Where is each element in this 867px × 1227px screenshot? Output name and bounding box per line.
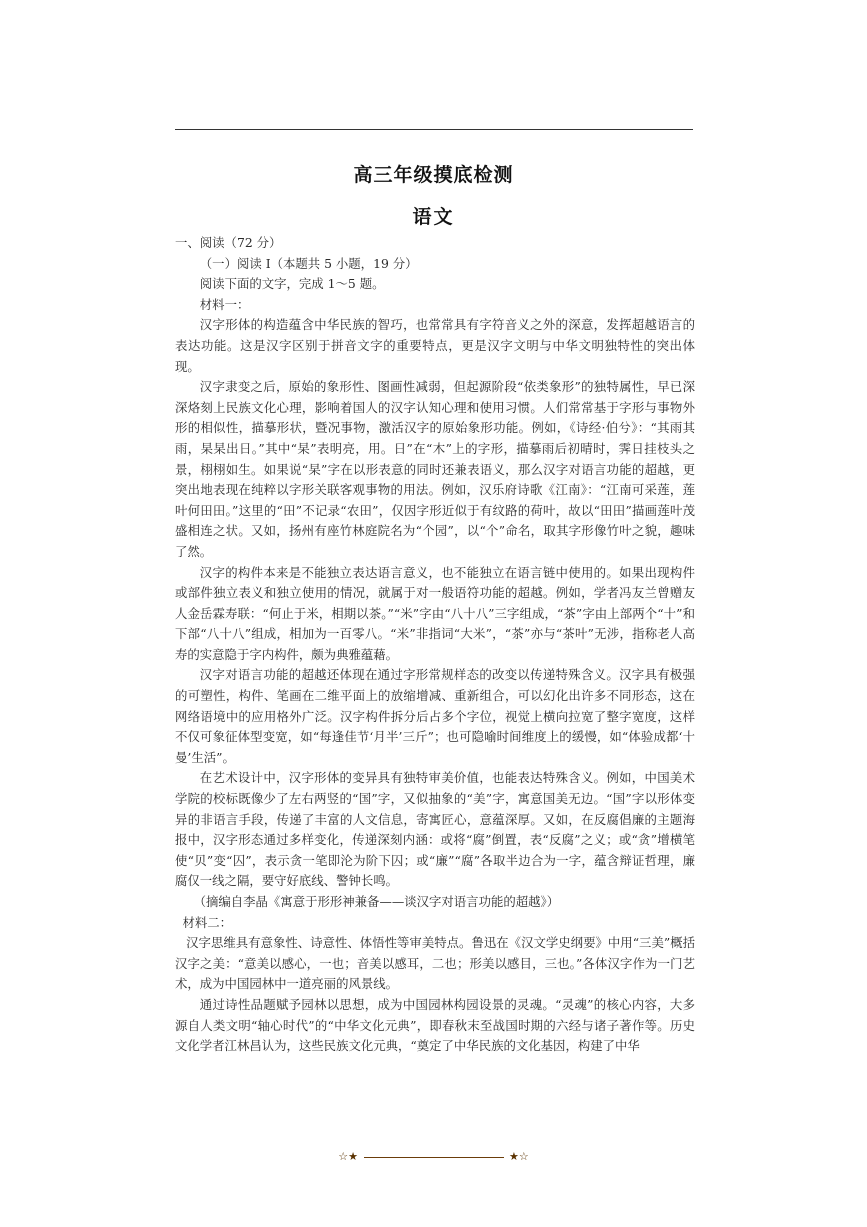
material-one-paragraph-4: 汉字对语言功能的超越还体现在通过字形常规样态的改变以传递特殊含义。汉字具有极强的可塑性，构件、笔画在二维平面上的放缩增减、重新组合，可以幻化出许多不同形态，这在网络语境中的应用格外广泛。汉字构件拆分后占多个字位，视觉上横向拉宽了整字宽度，这样不仅可象征体型变宽，如“每逢佳节‘月半’三斤”；也可隐喻时间维度上的缓慢，如“体验成都‘十 曼’生活”。 — [175, 667, 708, 765]
material-one-source: （摘编自李晶《寓意于形形神兼备——谈汉字对语言功能的超越》） — [193, 894, 560, 909]
material-one-paragraph-3: 汉字的构件本来是不能独立表达语言意义，也不能独立在语言链中使用的。如果出现构件或部件独立表义和独立使用的情况，就属于对一般语符功能的超越。例如，学者冯友兰曾赠友人金岳霖寿联：“何止于米，相期以茶。”“米”字由“八十八”三字组成，“茶”字由上部两个“十”和下部“八十八”组成，相加为一百零八。“米”非指词“大米”，“茶”亦与“茶叶”无涉，指称老人高寿的实意隐于字内构件，颇为典雅蕴藉。 — [175, 564, 695, 662]
material-one-paragraph-2: 汉字隶变之后，原始的象形性、图画性减弱，但起源阶段“依类象形”的独特属性，早已深深烙刻上民族文化心理，影响着国人的汉字认知心理和使用习惯。人们常常基于字形与事物外形的相似性，描摹形状，暨况事物，激活汉字的原始象形功能。例如，《诗经·伯兮》：“其雨其雨，杲杲出日。”其中“杲”表明亮，用。日”在“木”上的字形，描摹雨后初晴时，霁日挂枝头之景，栩栩如生。如果说“杲”字在以形表意的同时还兼表语义，那么汉字对语言功能的超越，更突出地表现在纯粹以字形关联客观事物的用法。例如，汉乐府诗歌《江南》：“江南可采莲，莲叶何田田。”这里的“田”不记录“农田”，仅因字形近似于有纹路的荷叶，故以“田田”描画莲叶茂盛相连之状。又如，扬州有座竹林庭院名为“个园”，以“个”命名，取其字形像竹叶之貌，趣味了然。 — [175, 379, 695, 559]
section-heading: 一、阅读（72 分） — [175, 235, 282, 250]
star-ornament-right: ★☆ — [509, 1150, 529, 1163]
instruction: 阅读下面的文字，完成 1～5 题。 — [199, 276, 385, 292]
page-footer-ornament — [0, 1150, 867, 1163]
subsection-heading: （一）阅读 I（本题共 5 小题，19 分） — [199, 255, 418, 271]
header-rule — [175, 129, 693, 130]
exam-body — [175, 233, 708, 1057]
material-one-label: 材料一： — [199, 296, 250, 312]
exam-title: 高三年级摸底检测 — [353, 164, 514, 186]
material-two-paragraph-1: 汉字思维具有意象性、诗意性、体悟性等审美特点。鲁迅在《汉文学史纲要》中用“三美”概括汉字之美：“意美以感心，一也；音美以感耳，二也；形美以感目，三也。”各体汉字作为一门艺术，成为中国园林中一道亮丽的风景线。 — [175, 935, 695, 992]
material-two-label: 材料二： — [182, 914, 232, 930]
subject-title: 语文 — [412, 206, 455, 228]
material-two-paragraph-2: 通过诗性品题赋予园林以思想，成为中国园林构园设景的灵魂。“灵魂”的核心内容，大多源自人类文明“轴心时代”的“中华文化元典”，即春秋末至战国时期的六经与诸子著作等。历史文化学者江林昌认为，这些民族文化元典，“奠定了中华民族的文化基因，构建了中华 — [175, 996, 695, 1054]
material-one-paragraph-1: 汉字形体的构造蕴含中华民族的智巧，也常常具有字符音义之外的深意，发挥超越语言的表达功能。这是汉字区别于拼音文字的重要特点，更是汉字文明与中华文明独特性的突出体现。 — [175, 317, 695, 374]
star-ornament-left: ☆★ — [338, 1150, 358, 1163]
footer-rule — [364, 1157, 504, 1158]
material-one-paragraph-5: 在艺术设计中，汉字形体的变异具有独特审美价值，也能表达特殊含义。例如，中国美术学院的校标既像少了左右两竖的“国”字，又似抽象的“美”字，寓意国美无边。“国”字以形体变异的非语言手段，传递了丰富的人文信息，寄寓匠心，意蕴深厚。又如，在反腐倡廉的主题海报中，汉字形态通过多样变化，传递深刻内涵：或将“腐”倒置，表“反腐”之义；或“贪”增横笔使“贝”变“囚”，表示贪一笔即沦为阶下囚；或“廉”“腐”各取半边合为一字，蕴含辩证哲理，廉腐仅一线之隔，要守好底线、警钟长鸣。 — [175, 770, 695, 889]
